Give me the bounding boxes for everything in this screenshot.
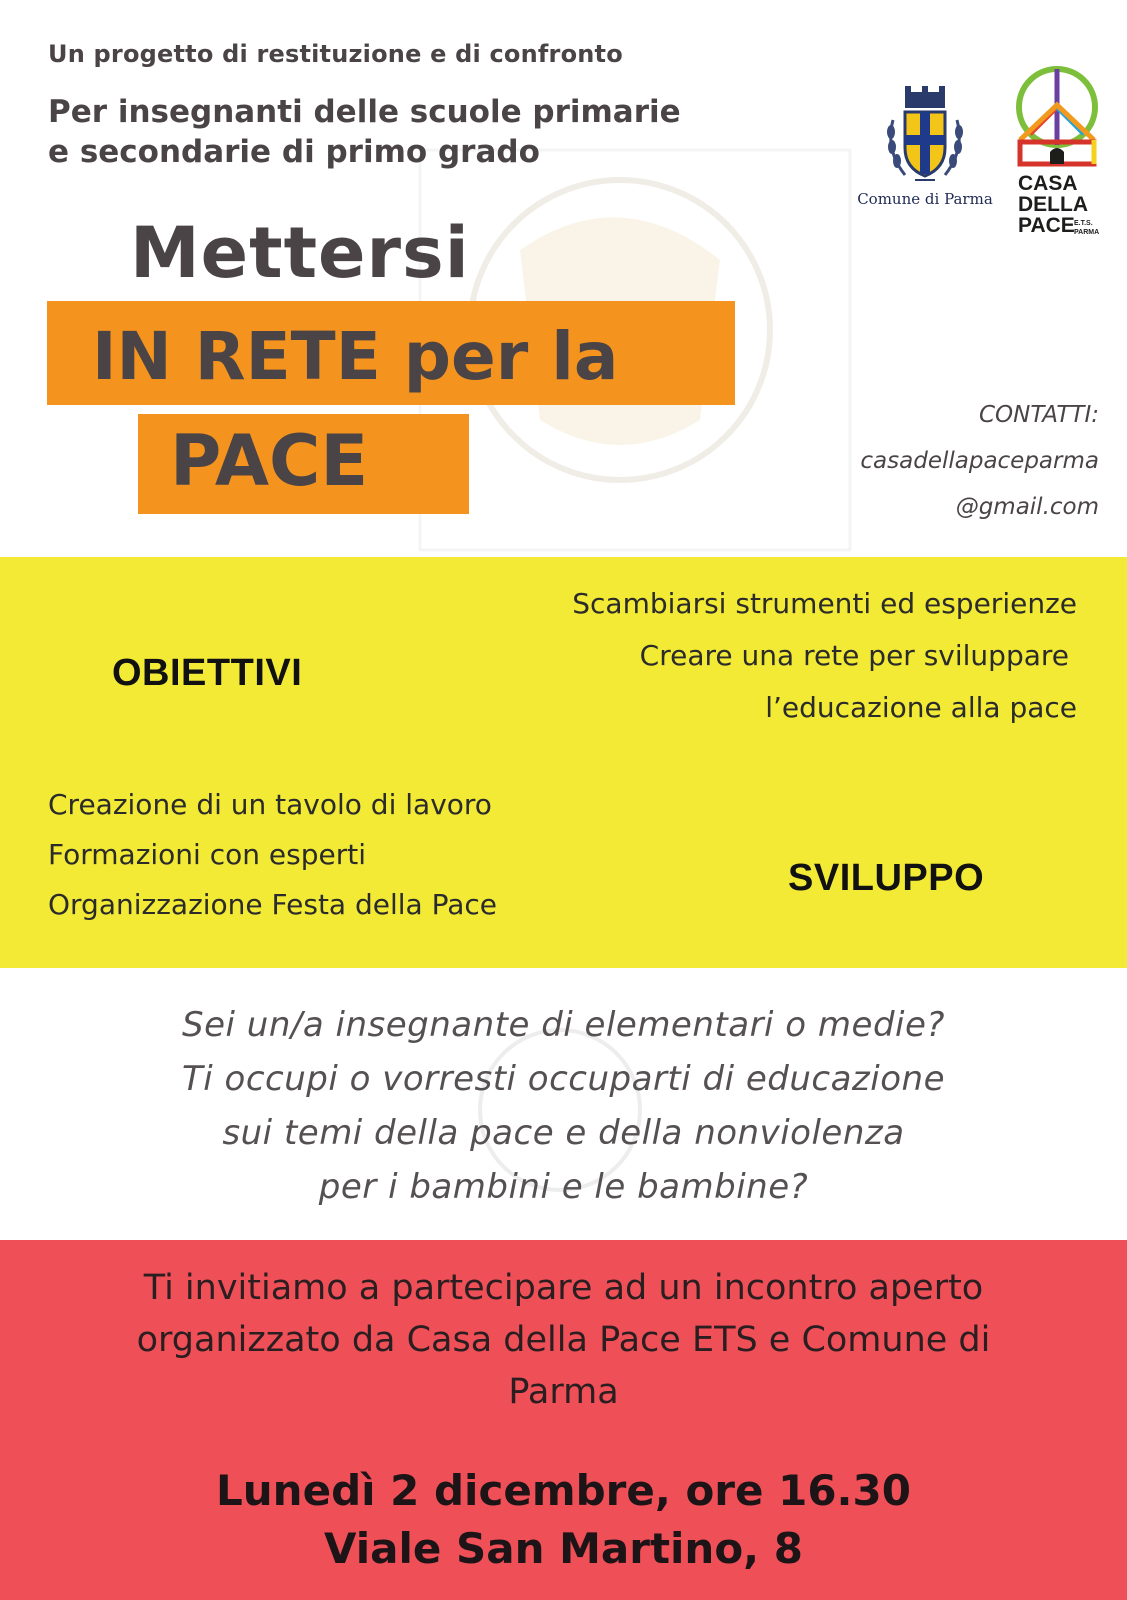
audience-line: Per insegnanti delle scuole primarie — [48, 94, 681, 130]
list-item: l’educazione alla pace — [765, 691, 1077, 724]
question-line: sui temi della pace e della nonviolenza — [222, 1113, 905, 1153]
question-block — [0, 998, 1127, 1214]
audience-line: e secondarie di primo grado — [48, 134, 540, 170]
peace-house-icon — [1010, 60, 1105, 170]
event-details — [0, 1462, 1127, 1578]
list-item: Scambiarsi strumenti ed esperienze — [572, 587, 1077, 620]
list-item: Creazione di un tavolo di lavoro — [48, 788, 492, 821]
casa-logo-word: CASA — [1018, 172, 1078, 195]
casa-logo-small: PARMA — [1074, 229, 1100, 236]
obiettivi-heading: OBIETTIVI — [112, 652, 303, 694]
sviluppo-heading: SVILUPPO — [788, 857, 985, 899]
question-line: Sei un/a insegnante di elementari o medie? — [182, 1005, 945, 1045]
coat-of-arms-icon — [875, 80, 975, 190]
title-line-1: Mettersi — [130, 212, 470, 294]
contacts-label: CONTATTI: — [979, 402, 1099, 428]
casa-logo-word: DELLA — [1018, 193, 1088, 216]
casa-logo-small: E.T.S. — [1074, 220, 1093, 227]
contacts-block — [860, 392, 1099, 530]
sviluppo-list — [48, 780, 497, 930]
invite-line: Parma — [508, 1372, 619, 1412]
title-line-2: IN RETE per la — [92, 318, 619, 395]
question-line: per i bambini e le bambine? — [318, 1167, 809, 1207]
audience-heading — [48, 92, 808, 172]
casa-logo-word: PACE — [1018, 214, 1075, 237]
obiettivi-list — [572, 578, 1077, 734]
invite-text — [40, 1262, 1087, 1418]
title-line-3: PACE — [170, 420, 369, 502]
contacts-email-domain: @gmail.com — [955, 494, 1099, 520]
list-item: Formazioni con esperti — [48, 838, 366, 871]
list-item: Creare una rete per sviluppare — [639, 639, 1069, 672]
event-date: Lunedì 2 dicembre, ore 16.30 — [216, 1466, 911, 1515]
subtitle: Un progetto di restituzione e di confronto — [48, 40, 623, 68]
list-item: Organizzazione Festa della Pace — [48, 888, 497, 921]
comune-name: Comune di Parma — [857, 190, 993, 208]
question-line: Ti occupi o vorresti occuparti di educazione — [182, 1059, 945, 1099]
event-place: Viale San Martino, 8 — [323, 1524, 803, 1573]
invite-line: organizzato da Casa della Pace ETS e Comune di — [136, 1320, 991, 1360]
invite-line: Ti invitiamo a partecipare ad un incontro aperto — [143, 1268, 984, 1308]
contacts-email-user: casadellapaceparma — [860, 448, 1099, 474]
